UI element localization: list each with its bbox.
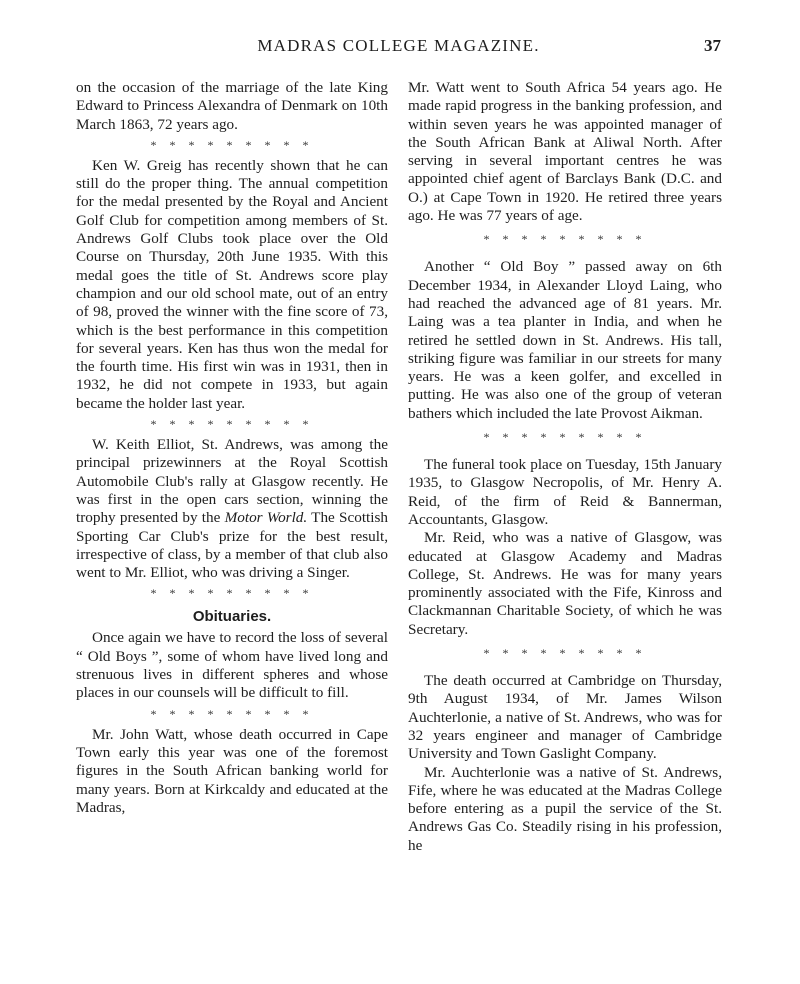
- elliot-text-start: W. Keith Elliot, St. Andrews, was among the principal prizewinners at the Royal Scottish Automobile Club's rally at Glasgow recently. He was first in the open cars section, winning the trophy presented by the: [76, 436, 388, 527]
- paragraph-john-watt: Mr. John Watt, whose death occurred in Cape Town early this year was one of the foremost figures in the South African banking world for many years. Born at Kirkcaldy and educated at the Madras,: [76, 725, 388, 816]
- elliot-text-end: The Scottish Sporting Car Club's prize for the best result, irrespective of class, by a member of that club also went to Mr. Elliot, who was driving a Singer.: [76, 509, 388, 582]
- paragraph-laing: Another “ Old Boy ” passed away on 6th December 1934, in Alexander Lloyd Laing, who had reached the advanced age of 81 years. Mr. Laing was a tea planter in India, and when he retired he settled down in St. Andrews. His tall, striking figure was familiar in our streets for many years. He was a keen golfer, and excelled in putting. He was also one of the group of veteran bathers which included the late Provost Aikman.: [408, 258, 722, 422]
- section-separator: * * * * * * * * *: [150, 417, 314, 432]
- paragraph-elliot-rally: [76, 436, 388, 582]
- section-separator: * * * * * * * * *: [150, 706, 314, 721]
- paragraph-greig-medal: Ken W. Greig has recently shown that he can still do the proper thing. The annual competition for the medal presented by the Royal and Ancient Golf Club for competition among members of St. Andrews Golf Clubs took place over the Old Course on Thursday, 20th June 1935. With this medal goes the title of St. Andrews score play champion and our old school mate, out of an entry of 98, proved the winner with the fine score of 73, which is the best performance in this competition for several years. Ken has thus won the medal for the fourth time. His first win was in 1931, then in 1932, he did not compete in 1933, but again became the holder last year.: [76, 156, 388, 412]
- page-header: [76, 36, 721, 64]
- left-column: [76, 79, 388, 817]
- obituaries-heading: Obituaries.: [192, 608, 272, 626]
- section-separator: * * * * * * * * *: [483, 646, 647, 661]
- page-number: 37: [704, 36, 721, 55]
- paragraph-auchterlonie-bio: Mr. Auchterlonie was a native of St. Andrews, Fife, where he was educated at the Madras College before entering as a pupil the service of the St. Andrews Gas Co. Steadily rising in his profession, he: [408, 763, 722, 854]
- paragraph-auchterlonie-death: The death occurred at Cambridge on Thursday, 9th August 1934, of Mr. James Wilson Auchterlonie, a native of St. Andrews, who was for 32 years engineer and manager of Cambridge University and Town Gaslight Company.: [408, 672, 722, 763]
- paragraph-reid-bio: Mr. Reid, who was a native of Glasgow, was educated at Glasgow Academy and Madras College, St. Andrews. He was for many years prominently associated with the Fife, Kinross and Clackmannan Charitable Society, of which he was Secretary.: [408, 529, 722, 638]
- paragraph-reid-funeral: The funeral took place on Tuesday, 15th January 1935, to Glasgow Necropolis, of Mr. Henry A. Reid, of the firm of Reid & Bannerman, Accountants, Glasgow.: [408, 456, 722, 528]
- paragraph-marriage-note: on the occasion of the marriage of the late King Edward to Princess Alexandra of Denmark on 10th March 1863, 72 years ago.: [76, 79, 388, 133]
- section-separator: * * * * * * * * *: [483, 430, 647, 445]
- right-column: [408, 79, 722, 855]
- section-separator: * * * * * * * * *: [150, 137, 314, 152]
- motor-world-title: Motor World.: [224, 509, 308, 527]
- section-separator: * * * * * * * * *: [483, 232, 647, 247]
- running-title: MADRAS COLLEGE MAGAZINE.: [257, 36, 540, 55]
- paragraph-watt-continued: Mr. Watt went to South Africa 54 years ago. He made rapid progress in the banking profession, and within seven years he was appointed manager of the South African Bank at Aliwal North. After serving in several important centres he was appointed chief agent of Barclays Bank (D.C. and O.) at Cape Town in 1920. He retired three years ago. He was 77 years of age.: [408, 79, 722, 225]
- paragraph-obituaries-intro: Once again we have to record the loss of several “ Old Boys ”, some of whom have lived long and strenuous lives in different spheres and whose places in our counsels will be difficult to fill.: [76, 629, 388, 702]
- section-separator: * * * * * * * * *: [150, 586, 314, 601]
